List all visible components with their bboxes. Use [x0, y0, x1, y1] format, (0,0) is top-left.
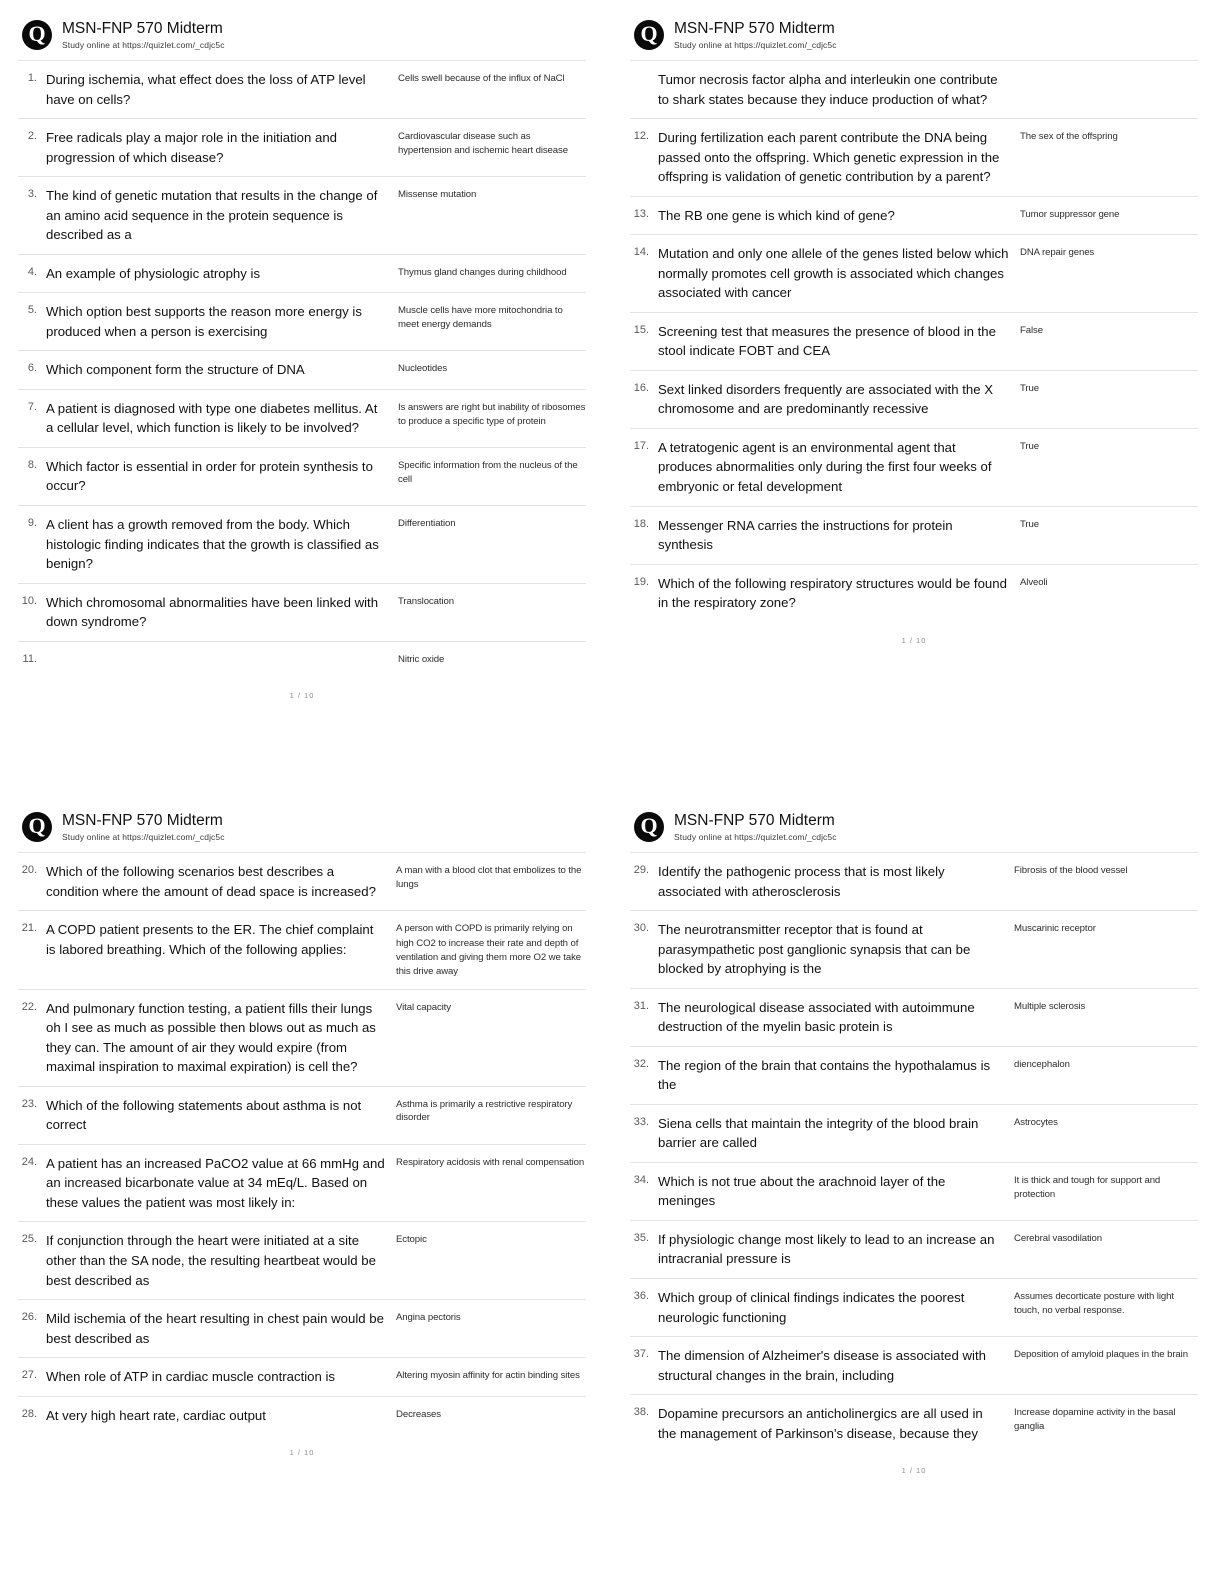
question-text: Tumor necrosis factor alpha and interleukin one contribute to shark states because they induce production of what?: [658, 72, 998, 107]
question-text: If conjunction through the heart were initiated at a site other than the SA node, the resulting heartbeat would be best described as: [46, 1233, 376, 1288]
row-number: 6.: [27, 362, 37, 375]
table-row: [630, 370, 1198, 428]
quizlet-logo-icon: [634, 20, 664, 50]
answer-text: A man with a blood clot that embolizes to the lungs: [396, 865, 582, 890]
row-number: 16.: [633, 381, 649, 394]
qa-list-4: [630, 852, 1198, 1452]
row-number: [630, 70, 658, 71]
row-number: 9.: [27, 517, 37, 530]
question-text: Which factor is essential in order for protein synthesis to occur?: [46, 458, 373, 494]
answer-text: DNA repair genes: [1020, 247, 1095, 259]
row-number: 24.: [21, 1155, 37, 1168]
row-number: 1.: [27, 72, 37, 85]
row-number: 32.: [633, 1057, 649, 1070]
page-number: 1 / 10: [901, 635, 927, 645]
table-row: [630, 988, 1198, 1046]
question-text: During ischemia, what effect does the loss of ATP level have on cells?: [46, 72, 366, 107]
table-row: [630, 118, 1198, 196]
answer-text: Translocation: [398, 595, 454, 607]
table-row: [630, 852, 1198, 910]
study-sheet-1: [0, 0, 612, 792]
table-row: [18, 505, 586, 583]
question-text: If physiologic change most likely to lead to an increase an intracranial pressure is: [658, 1231, 995, 1267]
question-text: At very high heart rate, cardiac output: [46, 1407, 266, 1423]
table-row: [630, 1104, 1198, 1162]
row-number: 7.: [27, 400, 37, 413]
answer-text: Cerebral vasodilation: [1014, 1232, 1103, 1244]
question-text: Messenger RNA carries the instructions for protein synthesis: [658, 517, 953, 553]
page-title: MSN-FNP 570 Midterm: [674, 812, 835, 829]
answer-text: Muscarinic receptor: [1014, 923, 1096, 935]
row-number: 31.: [633, 999, 649, 1012]
answer-text: Missense mutation: [398, 189, 477, 201]
question-text: Mutation and only one allele of the genes listed below which normally promotes cell growth is associated which changes associated with cancer: [658, 246, 1009, 301]
answer-text: Deposition of amyloid plaques in the brain: [1014, 1349, 1188, 1361]
qa-list-3: [18, 852, 586, 1434]
row-number: 29.: [633, 864, 649, 877]
row-number: 23.: [21, 1097, 37, 1110]
answer-text: Alveoli: [1020, 576, 1048, 588]
quizlet-logo-icon: [634, 812, 664, 842]
answer-text: A person with COPD is primarily relying on high CO2 to increase their rate and depth of ventilation and giving them more O2 we take this drive away: [396, 923, 582, 978]
answer-text: Tumor suppressor gene: [1020, 208, 1120, 220]
table-row: [18, 1086, 586, 1144]
answer-text: Decreases: [396, 1408, 441, 1420]
table-row: [18, 641, 586, 677]
quizlet-logo-icon: [22, 812, 52, 842]
question-text: A tetratogenic agent is an environmental agent that produces abnormalities only during the first four weeks of embryonic or fetal development: [658, 439, 992, 495]
answer-text: Specific information from the nucleus of the cell: [398, 459, 578, 485]
table-row: [18, 1299, 586, 1357]
row-number: 3.: [27, 188, 37, 201]
answer-text: The sex of the offspring: [1020, 131, 1118, 143]
page-number: 1 / 10: [289, 690, 315, 700]
row-number: 36.: [633, 1290, 649, 1303]
table-row: [630, 1394, 1198, 1452]
row-number: 2.: [27, 130, 37, 143]
answer-text: Increase dopamine activity in the basal ganglia: [1014, 1407, 1176, 1432]
question-text: A COPD patient presents to the ER. The chief complaint is labored breathing. Which of the following applies:: [46, 922, 374, 957]
study-sheet-3: [0, 792, 612, 1584]
answer-text: False: [1020, 324, 1043, 336]
sheet-header: [630, 18, 1198, 50]
row-number: 12.: [633, 130, 649, 143]
table-row: [18, 389, 586, 447]
answer-text: [1020, 70, 1198, 72]
row-number: 27.: [21, 1369, 37, 1382]
row-number: 21.: [21, 922, 37, 935]
answer-text: True: [1020, 440, 1039, 452]
table-row: [630, 1278, 1198, 1336]
table-row: [18, 447, 586, 505]
page-title: MSN-FNP 570 Midterm: [62, 20, 223, 37]
answer-text: Multiple sclerosis: [1014, 1000, 1086, 1012]
table-row: [18, 292, 586, 350]
row-number: 33.: [633, 1115, 649, 1128]
table-row: [18, 1144, 586, 1222]
page-title: MSN-FNP 570 Midterm: [62, 812, 223, 829]
row-number: 34.: [633, 1173, 649, 1186]
answer-text: Asthma is primarily a restrictive respiratory disorder: [396, 1098, 573, 1124]
question-text: A patient has an increased PaCO2 value at 66 mmHg and an increased bicarbonate value at 34 mEq/L. Based on these values the patient was most likely in:: [46, 1155, 385, 1210]
table-row: [630, 60, 1198, 118]
row-number: 37.: [633, 1348, 649, 1361]
table-row: [18, 1357, 586, 1396]
row-number: 8.: [27, 458, 37, 471]
page-title: MSN-FNP 570 Midterm: [674, 20, 835, 37]
question-text: The neurological disease associated with autoimmune destruction of the myelin basic protein is: [658, 999, 975, 1035]
table-row: [630, 1336, 1198, 1394]
answer-text: Ectopic: [396, 1234, 427, 1246]
table-row: [630, 196, 1198, 235]
question-text: The neurotransmitter receptor that is found at parasympathetic post ganglionic synapsis that can be blocked by atrophying is the: [658, 922, 971, 977]
row-number: 28.: [21, 1407, 37, 1420]
table-row: [630, 1220, 1198, 1278]
qa-list-1: [18, 60, 586, 677]
table-row: [630, 1046, 1198, 1104]
table-row: [18, 1221, 586, 1299]
table-row: [18, 350, 586, 389]
question-text: Dopamine precursors an anticholinergics are all used in the management of Parkinson's disease, because they: [658, 1406, 983, 1441]
answer-text: Muscle cells have more mitochondria to meet energy demands: [398, 305, 563, 330]
table-row: [630, 1162, 1198, 1220]
answer-text: Astrocytes: [1014, 1116, 1058, 1128]
answer-text: True: [1020, 382, 1039, 394]
logo-letter: Q: [28, 21, 46, 46]
question-text: Mild ischemia of the heart resulting in chest pain would be best described as: [46, 1311, 384, 1346]
question-text: Identify the pathogenic process that is most likely associated with atherosclerosis: [658, 864, 945, 899]
logo-letter: Q: [640, 813, 658, 838]
table-row: [18, 60, 586, 118]
row-number: 26.: [21, 1311, 37, 1324]
answer-text: Assumes decorticate posture with light touch, no verbal response.: [1014, 1291, 1174, 1316]
question-text: The RB one gene is which kind of gene?: [658, 207, 895, 223]
row-number: 38.: [633, 1406, 649, 1419]
row-number: 20.: [21, 864, 37, 877]
row-number: 35.: [633, 1231, 649, 1244]
row-number: 19.: [633, 575, 649, 588]
question-text: The dimension of Alzheimer's disease is associated with structural changes in the brain, including: [658, 1348, 986, 1383]
answer-text: Is answers are right but inability of ribosomes to produce a specific type of protein: [398, 401, 586, 427]
table-row: [18, 910, 586, 989]
answer-text: diencephalon: [1014, 1058, 1070, 1070]
table-row: [630, 428, 1198, 506]
row-number: 25.: [21, 1233, 37, 1246]
question-text: Siena cells that maintain the integrity of the blood brain barrier are called: [658, 1115, 979, 1151]
question-text: Which of the following respiratory structures would be found in the respiratory zone?: [658, 575, 1007, 611]
row-number: 30.: [633, 922, 649, 935]
question-text: A patient is diagnosed with type one diabetes mellitus. At a cellular level, which function is likely to be involved?: [46, 400, 378, 436]
question-text: Which component form the structure of DNA: [46, 362, 305, 378]
row-number: 17.: [633, 439, 649, 452]
question-text: Sext linked disorders frequently are associated with the X chromosome and are predominantly recessive: [658, 381, 993, 417]
sheet-header: [18, 810, 586, 842]
row-number: 15.: [633, 323, 649, 336]
page-number: 1 / 10: [901, 1466, 927, 1476]
answer-text: Fibrosis of the blood vessel: [1014, 865, 1128, 877]
study-sheet-2: [612, 0, 1224, 792]
page-number: 1 / 10: [289, 1448, 315, 1458]
question-text: The kind of genetic mutation that results in the change of an amino acid sequence in the protein sequence is described as a: [46, 188, 378, 243]
question-text: Which of the following scenarios best describes a condition where the amount of dead space is increased?: [46, 864, 376, 899]
question-text: A client has a growth removed from the body. Which histologic finding indicates that the growth is classified as benign?: [46, 517, 379, 572]
row-number: 5.: [27, 304, 37, 317]
answer-text: Nucleotides: [398, 363, 448, 375]
question-text: During fertilization each parent contribute the DNA being passed onto the offspring. Which genetic expression in the offspring is validation of genetic contribution by a parent?: [658, 130, 1000, 185]
study-link[interactable]: Study online at https://quizlet.com/_cdjc5c: [674, 832, 837, 843]
answer-text: Respiratory acidosis with renal compensation: [396, 1156, 585, 1168]
answer-text: Angina pectoris: [396, 1312, 461, 1324]
answer-text: Thymus gland changes during childhood: [398, 266, 567, 278]
logo-letter: Q: [640, 21, 658, 46]
study-link[interactable]: Study online at https://quizlet.com/_cdjc5c: [62, 40, 225, 51]
row-number: 11.: [22, 652, 37, 665]
answer-text: Altering myosin affinity for actin binding sites: [396, 1370, 580, 1382]
table-row: [630, 506, 1198, 564]
table-row: [630, 564, 1198, 622]
question-text: Which chromosomal abnormalities have been linked with down syndrome?: [46, 594, 379, 630]
table-row: [18, 583, 586, 641]
row-number: 14.: [633, 246, 649, 259]
answer-text: Vital capacity: [396, 1001, 451, 1013]
study-link[interactable]: Study online at https://quizlet.com/_cdjc5c: [62, 832, 225, 843]
question-text: The region of the brain that contains the hypothalamus is the: [658, 1057, 991, 1093]
study-sheet-4: [612, 792, 1224, 1584]
question-text: When role of ATP in cardiac muscle contraction is: [46, 1369, 336, 1385]
answer-text: Differentiation: [398, 518, 456, 530]
logo-letter: Q: [28, 813, 46, 838]
sheet-header: [18, 18, 586, 50]
question-text: An example of physiologic atrophy is: [46, 265, 261, 281]
table-row: [18, 176, 586, 254]
quizlet-logo-icon: [22, 20, 52, 50]
question-text: Free radicals play a major role in the initiation and progression of which disease?: [46, 130, 338, 165]
row-number: 18.: [633, 517, 649, 530]
study-link[interactable]: Study online at https://quizlet.com/_cdjc5c: [674, 40, 837, 51]
row-number: 13.: [633, 207, 649, 220]
question-text: Which of the following statements about asthma is not correct: [46, 1097, 362, 1133]
qa-list-2: [630, 60, 1198, 622]
sheet-header: [630, 810, 1198, 842]
row-number: 4.: [27, 265, 37, 278]
table-row: [18, 1396, 586, 1435]
table-row: [630, 234, 1198, 312]
row-number: 10.: [21, 594, 37, 607]
table-row: [630, 910, 1198, 988]
question-text: Which is not true about the arachnoid layer of the meninges: [658, 1173, 946, 1209]
answer-text: Nitric oxide: [398, 653, 445, 665]
table-row: [18, 852, 586, 910]
question-text: Which group of clinical findings indicates the poorest neurologic functioning: [658, 1290, 965, 1325]
question-text: And pulmonary function testing, a patient fills their lungs oh I see as much as possible then blows out as much as they can. The amount of air they would expire (from maximal inspiration to maximal expiration) is cell the?: [46, 1000, 376, 1075]
answer-text: Cardiovascular disease such as hypertension and ischemic heart disease: [398, 131, 568, 156]
table-row: [630, 312, 1198, 370]
answer-text: True: [1020, 518, 1039, 530]
question-text: Which option best supports the reason more energy is produced when a person is exercising: [46, 304, 362, 339]
table-row: [18, 254, 586, 293]
answer-text: It is thick and tough for support and protection: [1014, 1174, 1161, 1200]
question-text: Screening test that measures the presence of blood in the stool indicate FOBT and CEA: [658, 323, 996, 359]
table-row: [18, 989, 586, 1086]
answer-text: Cells swell because of the influx of NaCl: [398, 73, 565, 85]
table-row: [18, 118, 586, 176]
row-number: 22.: [21, 1000, 37, 1013]
